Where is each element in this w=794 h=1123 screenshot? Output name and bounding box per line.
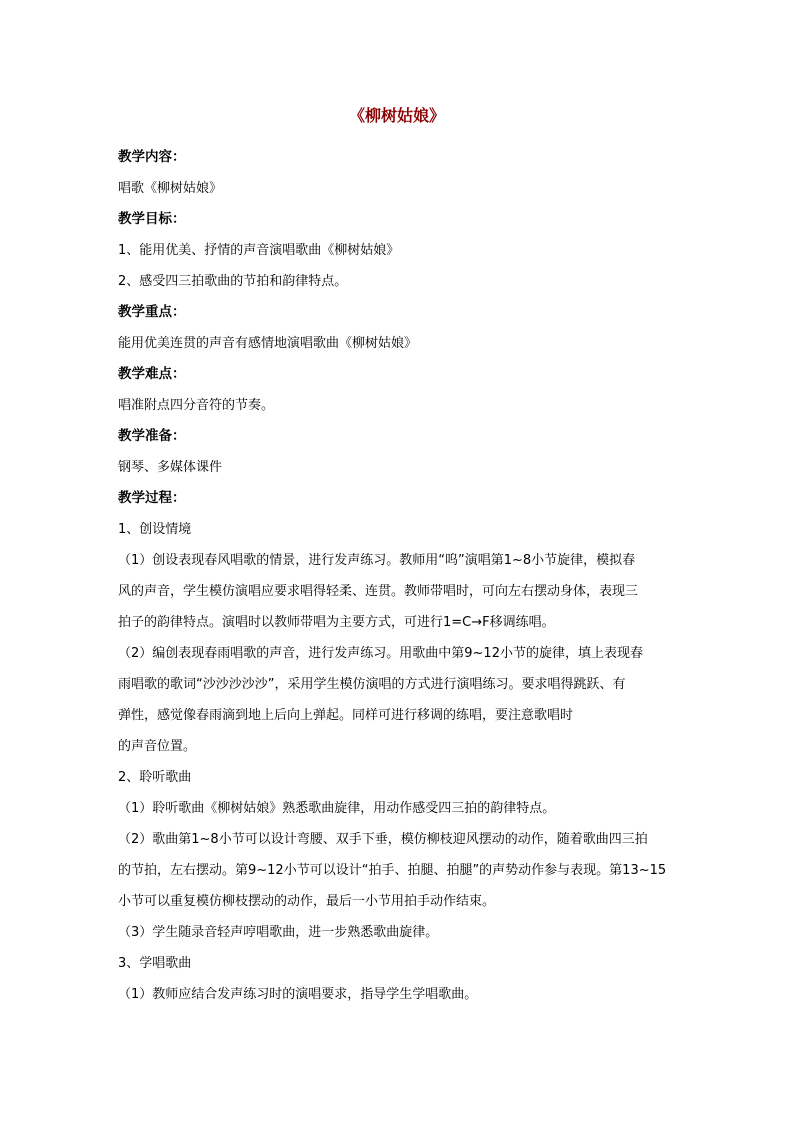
key-text: 能用优美连贯的声音有感情地演唱歌曲《柳树姑娘》: [118, 336, 418, 351]
step1-para2-line2: 雨唱歌的歌词“沙沙沙沙沙”，采用学生模仿演唱的方式进行演唱练习。要求唱得跳跃、有: [118, 677, 626, 692]
process-heading: 教学过程：: [118, 490, 186, 506]
step2-title: 2、聆听歌曲: [118, 770, 192, 785]
difficulty-heading: 教学难点：: [118, 366, 186, 382]
goals-heading: 教学目标：: [118, 211, 186, 227]
step1-title: 1、创设情境: [118, 522, 192, 537]
goal-2: 2、感受四三拍歌曲的节拍和韵律特点。: [118, 274, 348, 289]
prep-heading: 教学准备：: [118, 428, 186, 444]
step2-para2-line3: 小节可以重复模仿柳枝摆动的动作，最后一小节用拍手动作结束。: [118, 894, 496, 909]
step3-title: 3、学唱歌曲: [118, 956, 192, 971]
key-heading: 教学重点：: [118, 304, 186, 320]
step3-para1: （1）教师应结合发声练习时的演唱要求，指导学生学唱歌曲。: [118, 987, 478, 1002]
step2-para2-line2: 的节拍，左右摆动。第9~12小节可以设计“拍手、拍腿、拍腿”的声势动作参与表现。第13~15: [118, 863, 667, 878]
content-text: 唱歌《柳树姑娘》: [118, 181, 223, 196]
prep-text: 钢琴、多媒体课件: [118, 460, 223, 475]
step2-para3: （3）学生随录音轻声哼唱歌曲，进一步熟悉歌曲旋律。: [118, 925, 439, 940]
document-body: [118, 142, 678, 1010]
step1-para1-line2: 风的声音，学生模仿演唱应要求唱得轻柔、连贯。教师带唱时，可向左右摆动身体，表现三: [118, 584, 639, 599]
content-heading: 教学内容：: [118, 149, 186, 165]
difficulty-text: 唱准附点四分音符的节奏。: [118, 398, 275, 413]
step1-para1-line3: 拍子的韵律特点。演唱时以教师带唱为主要方式，可进行1=C→F移调练唱。: [118, 615, 555, 630]
document-title: 《柳树姑娘》: [348, 106, 445, 125]
step1-para2-line1: （2）编创表现春雨唱歌的声音，进行发声练习。用歌曲中第9~12小节的旋律，填上表现春: [118, 646, 643, 661]
goal-1: 1、能用优美、抒情的声音演唱歌曲《柳树姑娘》: [118, 243, 400, 258]
step2-para1: （1）聆听歌曲《柳树姑娘》熟悉歌曲旋律，用动作感受四三拍的韵律特点。: [118, 801, 556, 816]
step1-para2-line4: 的声音位置。: [118, 739, 197, 754]
step1-para2-line3: 弹性，感觉像春雨滴到地上后向上弹起。同样可进行移调的练唱，要注意歌唱时: [118, 708, 574, 723]
step1-para1-line1: （1）创设表现春风唱歌的情景，进行发声练习。教师用“呜”演唱第1~8小节旋律，模拟春: [118, 553, 636, 568]
step2-para2-line1: （2）歌曲第1~8小节可以设计弯腰、双手下垂，模仿柳枝迎风摆动的动作，随着歌曲四三拍: [118, 832, 648, 847]
